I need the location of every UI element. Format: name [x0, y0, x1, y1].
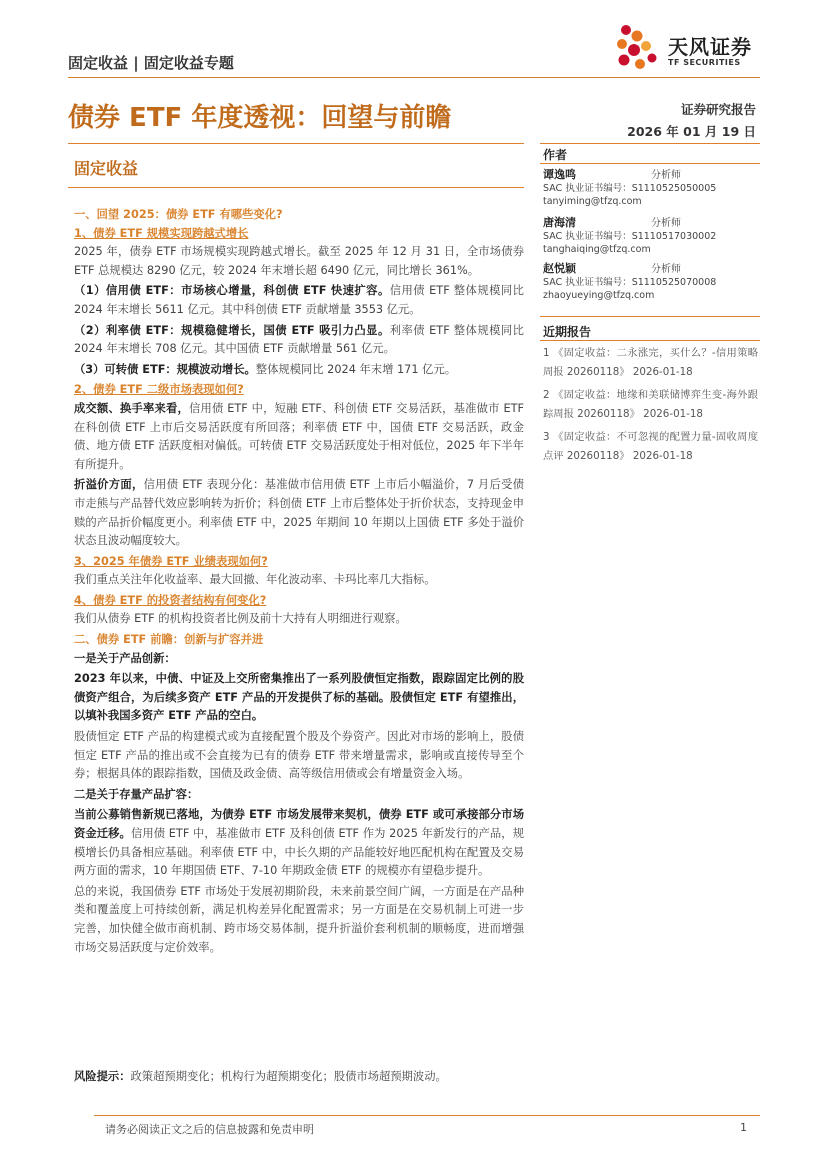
recent-reports-list	[543, 344, 758, 470]
recent-divider	[540, 340, 760, 341]
paragraph	[74, 361, 524, 380]
author-card	[543, 262, 758, 302]
author-cert: SAC 执业证书编号：S1110525050005	[543, 183, 717, 194]
paragraph-lead: 当前公募销售新规已落地，为债券 ETF 市场发展带来契机，债券 ETF 或可承接部分市场资金迁移。	[74, 808, 524, 840]
paragraph-text: 信用债 ETF 中，基准做市 ETF 及科创债 ETF 作为 2025 年新发行的产品，规模增长仍具备相应基础。利率债 ETF 中，中长久期的产品能较好地匹配机构在配置及交易两方面的需求，10 年期国债 ETF、7-10 年期政金债 ETF 的规模亦有望稳步提升。	[74, 827, 524, 878]
recent-report-link[interactable]: 2 《固定收益：地缘和美联储博弈生变-海外跟踪周报 20260118》 2026-01-18	[543, 389, 758, 420]
sub-heading: 二是关于存量产品扩容：	[74, 787, 199, 801]
paragraph	[74, 322, 524, 359]
author-role: 分析师	[651, 170, 681, 181]
paragraph: 我们从债券 ETF 的机构投资者比例及前十大持有人明细进行观察。	[74, 612, 407, 626]
paragraph: 总的来说，我国债券 ETF 市场处于发展初期阶段，未来前景空间广阔，一方面是在产品种类和覆盖度上可持续创新，满足机构差异化配置需求；另一方面是在交易机制上可进一步完善，加快健全做市商机制、跨市场交易体制，提升折溢价套利机制的顺畅度，进而增强市场交易活跃度与定价效率。	[74, 884, 524, 954]
author-cert: SAC 执业证书编号：S1110517030002	[543, 231, 717, 242]
authors-heading: 作者	[543, 148, 568, 162]
risk-text: 政策超预期变化；机构行为超预期变化；股债市场超预期波动。	[130, 1070, 447, 1083]
report-date: 2026 年 01 月 19 日	[627, 124, 756, 139]
paragraph-bold: 2023 年以来，中债、中证及上交所密集推出了一系列股债恒定指数，跟踪固定比例的股债资产组合，为后续多资产 ETF 产品的开发提供了标的基础。股债恒定 ETF 有望推出，以填补我国多资产 ETF 产品的空白。	[74, 672, 524, 723]
logo-text-cn: 天风证券	[668, 35, 752, 59]
sidebar-top-divider	[540, 143, 760, 144]
paragraph-lead: 成交额、换手率来看，	[74, 401, 189, 415]
paragraph	[74, 400, 524, 474]
author-email[interactable]: tanghaiqing@tfzq.com	[543, 244, 651, 255]
recent-top-divider	[540, 316, 760, 317]
subsection-heading: 4、债券 ETF 的投资者结构有何变化?	[74, 593, 267, 607]
report-type: 证券研究报告	[680, 102, 756, 117]
recent-report-link[interactable]: 1 《固定收益：二永涨完，买什么？-信用策略周报 20260118》 2026-01-18	[543, 347, 758, 378]
paragraph-lead: （3）可转债 ETF：规模波动增长。	[74, 362, 256, 376]
report-summary	[74, 206, 524, 959]
author-name: 唐海清	[543, 216, 576, 229]
section-subtitle: 固定收益	[74, 159, 139, 178]
paragraph-text: 信用债 ETF 表现分化：基准做市信用债 ETF 上市后小幅溢价，7 月后受债市走熊与产品替代效应影响转为折价；科创债 ETF 上市后整体处于折价状态，支持现金申赎的产品折价幅度更小。利率债 ETF 中，2025 年期间 10 年期以上国债 ETF 多处于溢价状态且波动幅度较大。	[74, 478, 524, 548]
author-email[interactable]: tanyiming@tfzq.com	[543, 196, 642, 207]
author-role: 分析师	[651, 218, 681, 229]
paragraph-lead: （1）信用债 ETF：市场核心增量，科创债 ETF 快速扩容。	[74, 284, 390, 298]
risk-warning	[74, 1068, 534, 1084]
page-number: 1	[740, 1121, 747, 1134]
paragraph-text: 信用债 ETF 中，短融 ETF、科创债 ETF 交易活跃，基准做市 ETF 在科创债 ETF 上市后交易活跃度有所回落；利率债 ETF 中，国债 ETF 交易活跃，政金债、地方债 ETF 活跃度相对偏低。可转债 ETF 交易活跃度处于相对低位，2025 年下半年有所提升。	[74, 401, 524, 471]
paragraph-lead: 折溢价方面，	[74, 478, 144, 492]
author-name: 赵悦颖	[543, 262, 576, 275]
subsection-heading: 2、债券 ETF 二级市场表现如何?	[74, 383, 244, 397]
paragraph	[74, 282, 524, 319]
section-heading: 一、回望 2025：债券 ETF 有哪些变化?	[74, 208, 283, 221]
paragraph: 2025 年，债券 ETF 市场规模实现跨越式增长。截至 2025 年 12 月 31 日，全市场债券 ETF 总规模达 8290 亿元，较 2024 年末增长超 6490 亿元，同比增长 361%。	[74, 245, 524, 277]
paragraph-text: 利率债 ETF 整体规模同比 2024 年末增长 708 亿元。其中国债 ETF 贡献增量 561 亿元。	[74, 323, 524, 356]
subtitle-divider	[68, 187, 524, 188]
author-role: 分析师	[651, 264, 681, 275]
subsection-heading: 1、债券 ETF 规模实现跨越式增长	[74, 226, 249, 240]
report-title: 债券 ETF 年度透视：回望与前瞻	[68, 103, 452, 133]
paragraph: 我们重点关注年化收益率、最大回撤、年化波动率、卡玛比率几大指标。	[74, 573, 436, 587]
report-category: 固定收益 | 固定收益专题	[68, 54, 234, 72]
disclaimer-note[interactable]: 请务必阅读正文之后的信息披露和免责申明	[105, 1123, 314, 1136]
header-divider	[68, 77, 760, 78]
paragraph-text: 信用债 ETF 整体规模同比 2024 年末增长 5611 亿元。其中科创债 ETF 贡献增量 3553 亿元。	[74, 284, 524, 316]
authors-divider	[540, 163, 760, 164]
paragraph-lead: （2）利率债 ETF：规模稳健增长，国债 ETF 吸引力凸显。	[74, 323, 390, 337]
footer-divider	[94, 1115, 760, 1116]
paragraph-text: 整体规模同比 2024 年末增 171 亿元。	[255, 362, 457, 376]
title-divider	[68, 143, 524, 144]
paragraph	[74, 476, 524, 550]
subsection-heading: 3、2025 年债券 ETF 业绩表现如何?	[74, 554, 268, 568]
author-name: 谭逸鸣	[543, 168, 576, 181]
risk-label: 风险提示：	[74, 1070, 131, 1083]
recent-report-link[interactable]: 3 《固定收益：不可忽视的配置力量-固收周度点评 20260118》 2026-01-18	[543, 431, 758, 462]
sub-heading: 一是关于产品创新：	[74, 651, 176, 665]
author-card	[543, 216, 758, 256]
paragraph: 股债恒定 ETF 产品的构建模式或为直接配置个股及个券资产。因此对市场的影响上，股债恒定 ETF 产品的推出或不会直接为已有的债券 ETF 带来增量需求，影响或直接传导至个券；根据具体的跟踪指数，国债及政金债、高等级信用债或会有增量资金入场。	[74, 730, 524, 781]
author-card	[543, 168, 758, 208]
author-cert: SAC 执业证书编号：S1110525070008	[543, 277, 717, 288]
paragraph	[74, 806, 524, 880]
recent-reports-heading: 近期报告	[543, 325, 592, 339]
author-email[interactable]: zhaoyueying@tfzq.com	[543, 290, 655, 301]
section-heading: 二、债券 ETF 前瞻：创新与扩容并进	[74, 633, 264, 647]
logo-text-en: TF SECURITIES	[668, 58, 741, 67]
